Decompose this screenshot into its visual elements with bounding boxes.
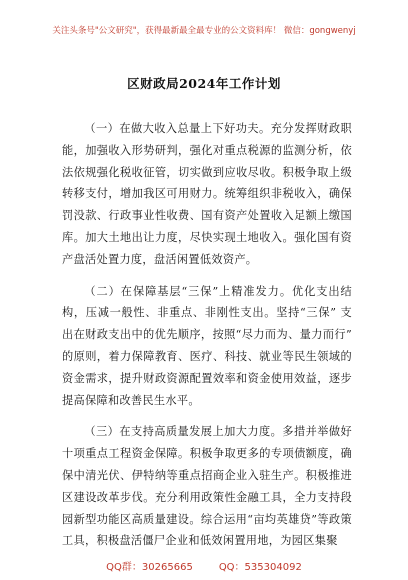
paragraph-1: （一）在做大收入总量上下好功夫。充分发挥财政职能，加强收入形势研判，强化对重点税源的监测分析，依法依规强化税收征管，切实做到应收尽收。积极争取上级转移支付，增加我区可用财力。统筹组织非税收入，确保罚没款、行政事业性收费、国有资产处置收入足额上缴国库。加大土地出让力度，尽快实现土地收入。强化国有资产盘活处置力度，盘活闲置低效资产。 [62, 122, 352, 266]
paragraph-2: （二）在保障基层“三保”上精准发力。优化支出结构，压减一般性、非重点、非刚性支出。坚持“三保” 支出在财政支出中的优先顺序，按照“尽力而为、量力而行” 的原则，着力保障教育、医疗、科技、就业等民生领域的资金需求，提升财政资源配置效率和资金使用效益，逐步提高保障和改善民生水平。 [62, 284, 352, 407]
qq-group-text: QQ群：30265665 [106, 562, 193, 573]
footer-contact [0, 558, 408, 573]
page-title: 区财政局2024年工作计划 [127, 76, 281, 91]
header-banner: 关注头条号"公文研究"，获得最新最全最专业的公文资料库！ 微信：gongwenyj [52, 26, 356, 36]
qq-number-text: QQ：535304092 [218, 562, 302, 573]
document-body [62, 118, 352, 562]
paragraph-3: （三）在支持高质量发展上加大力度。多措并举做好十项重点工程资金保障。积极争取更多的专项债额度，确保中清光伏、伊特纳等重点招商企业入驻生产。积极推进区建设改革步伐。充分利用政策性金融工具，全力支持段园新型功能区高质量建设。综合运用“亩均英雄贷”等政策工具，积极盘活僵尸企业和低效闲置用地，为园区集聚 [62, 425, 352, 548]
